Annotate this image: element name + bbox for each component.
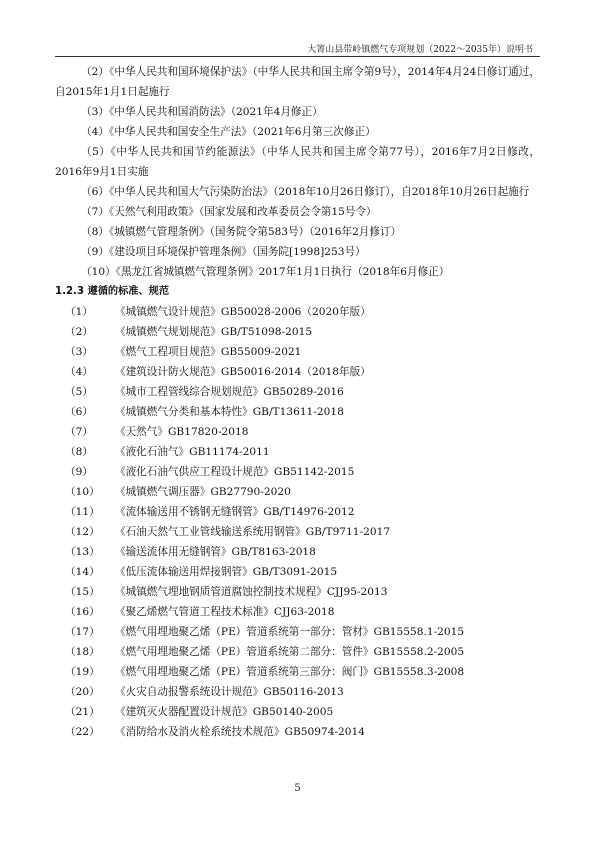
standard-title: 《燃气用埋地聚乙烯（PE）管道系统第三部分：阀门》GB15558.3-2008 [115, 666, 465, 678]
standard-item [55, 682, 540, 702]
law-item: （10）《黑龙江省城镇燃气管理条例》2017年1月1日执行（2018年6月修正） [81, 266, 450, 278]
standard-number: （11） [65, 506, 100, 518]
standard-item [55, 422, 540, 442]
law-item: （4）《中华人民共和国安全生产法》（2021年6月第三次修正） [81, 126, 376, 138]
standard-title: 《液化石油气》GB11174-2011 [115, 446, 270, 458]
standard-title: 《城镇燃气规划规范》GB/T51098-2015 [115, 326, 313, 338]
standard-title: 《城镇燃气分类和基本特性》GB/T13611-2018 [115, 406, 344, 418]
standard-title: 《建筑设计防火规范》GB50016-2014（2018年版） [115, 366, 371, 378]
standard-item [55, 302, 540, 322]
standard-title: 《消防给水及消火栓系统技术规范》GB50974-2014 [115, 726, 365, 738]
standard-item [55, 662, 540, 682]
standard-title: 《天然气》GB17820-2018 [115, 426, 249, 438]
law-item: （5）《中华人民共和国节约能源法》（中华人民共和国主席令第77号），2016年7月2日修改，2016年9月1日实施 [55, 146, 540, 178]
standard-number: （7） [65, 426, 93, 438]
standard-title: 《聚乙烯燃气管道工程技术标准》CJJ63-2018 [115, 606, 335, 618]
running-header: 大箐山县带岭镇燃气专项规划（2022～2035年）说明书 [307, 45, 533, 55]
standard-item [55, 462, 540, 482]
standard-item [55, 542, 540, 562]
standard-number: （3） [65, 346, 93, 358]
standard-number: （16） [65, 606, 100, 618]
page-body [55, 62, 540, 742]
law-item: （9）《建设项目环境保护管理条例》（国务院[1998]253号） [81, 246, 366, 258]
law-item: （2）《中华人民共和国环境保护法》（中华人民共和国主席令第9号），2014年4月24日修订通过，自2015年1月1日起施行 [55, 66, 540, 98]
standard-title: 《建筑灭火器配置设计规范》GB50140-2005 [115, 706, 334, 718]
standard-item [55, 702, 540, 722]
law-item: （3）《中华人民共和国消防法》（2021年4月修正） [81, 106, 323, 118]
standard-number: （17） [65, 626, 100, 638]
standard-item [55, 562, 540, 582]
standard-number: （13） [65, 546, 100, 558]
standard-title: 《石油天然气工业管线输送系统用钢管》GB/T9711-2017 [115, 526, 391, 538]
standard-number: （19） [65, 666, 100, 678]
standard-title: 《燃气用埋地聚乙烯（PE）管道系统第一部分：管材》GB15558.1-2015 [115, 626, 465, 638]
standard-title: 《城市工程管线综合规划规范》GB50289-2016 [115, 386, 344, 398]
standard-item [55, 502, 540, 522]
standard-title: 《燃气工程项目规范》GB55009-2021 [115, 346, 302, 358]
law-item: （7）《天然气利用政策》（国家发展和改革委员会令第15号令） [81, 206, 377, 218]
section-heading: 1.2.3 遵循的标准、规范 [55, 286, 170, 297]
standard-item [55, 322, 540, 342]
standard-item [55, 622, 540, 642]
standard-number: （20） [65, 686, 100, 698]
standard-number: （9） [65, 466, 93, 478]
standard-number: （5） [65, 386, 93, 398]
standard-item [55, 602, 540, 622]
standard-title: 《城镇燃气埋地钢质管道腐蚀控制技术规程》CJJ95-2013 [115, 586, 388, 598]
standard-number: （2） [65, 326, 93, 338]
header-divider [55, 56, 540, 57]
standard-item [55, 642, 540, 662]
standard-title: 《液化石油气供应工程设计规范》GB51142-2015 [115, 466, 355, 478]
standard-title: 《火灾自动报警系统设计规范》GB50116-2013 [115, 686, 344, 698]
standard-number: （18） [65, 646, 100, 658]
standard-title: 《燃气用埋地聚乙烯（PE）管道系统第二部分：管件》GB15558.2-2005 [115, 646, 465, 658]
standard-title: 《城镇燃气设计规范》GB50028-2006（2020年版） [115, 306, 371, 318]
standard-title: 《流体输送用不锈钢无缝钢管》GB/T14976-2012 [115, 506, 355, 518]
standard-number: （8） [65, 446, 93, 458]
standard-title: 《输送流体用无缝钢管》GB/T8163-2018 [115, 546, 316, 558]
standard-number: （12） [65, 526, 100, 538]
standard-number: （1） [65, 306, 93, 318]
law-item: （6）《中华人民共和国大气污染防治法》（2018年10月26日修订），自2018年10月26日起施行 [81, 186, 530, 198]
standard-item [55, 482, 540, 502]
standard-number: （6） [65, 406, 93, 418]
standard-number: （14） [65, 566, 100, 578]
standards-list [55, 302, 540, 742]
standard-item [55, 342, 540, 362]
standard-number: （22） [65, 726, 100, 738]
standard-title: 《城镇燃气调压器》GB27790-2020 [115, 486, 291, 498]
standard-number: （15） [65, 586, 100, 598]
page-number: 5 [294, 783, 301, 794]
standard-item [55, 722, 540, 742]
standard-item [55, 382, 540, 402]
standard-item [55, 582, 540, 602]
standard-item [55, 442, 540, 462]
standard-item [55, 522, 540, 542]
standard-item [55, 362, 540, 382]
standard-title: 《低压流体输送用焊接钢管》GB/T3091-2015 [115, 566, 338, 578]
standard-item [55, 402, 540, 422]
standard-number: （10） [65, 486, 100, 498]
standard-number: （21） [65, 706, 100, 718]
law-item: （8）《城镇燃气管理条例》（国务院令第583号）（2016年2月修订） [81, 226, 402, 238]
laws-list [55, 62, 540, 282]
standard-number: （4） [65, 366, 93, 378]
